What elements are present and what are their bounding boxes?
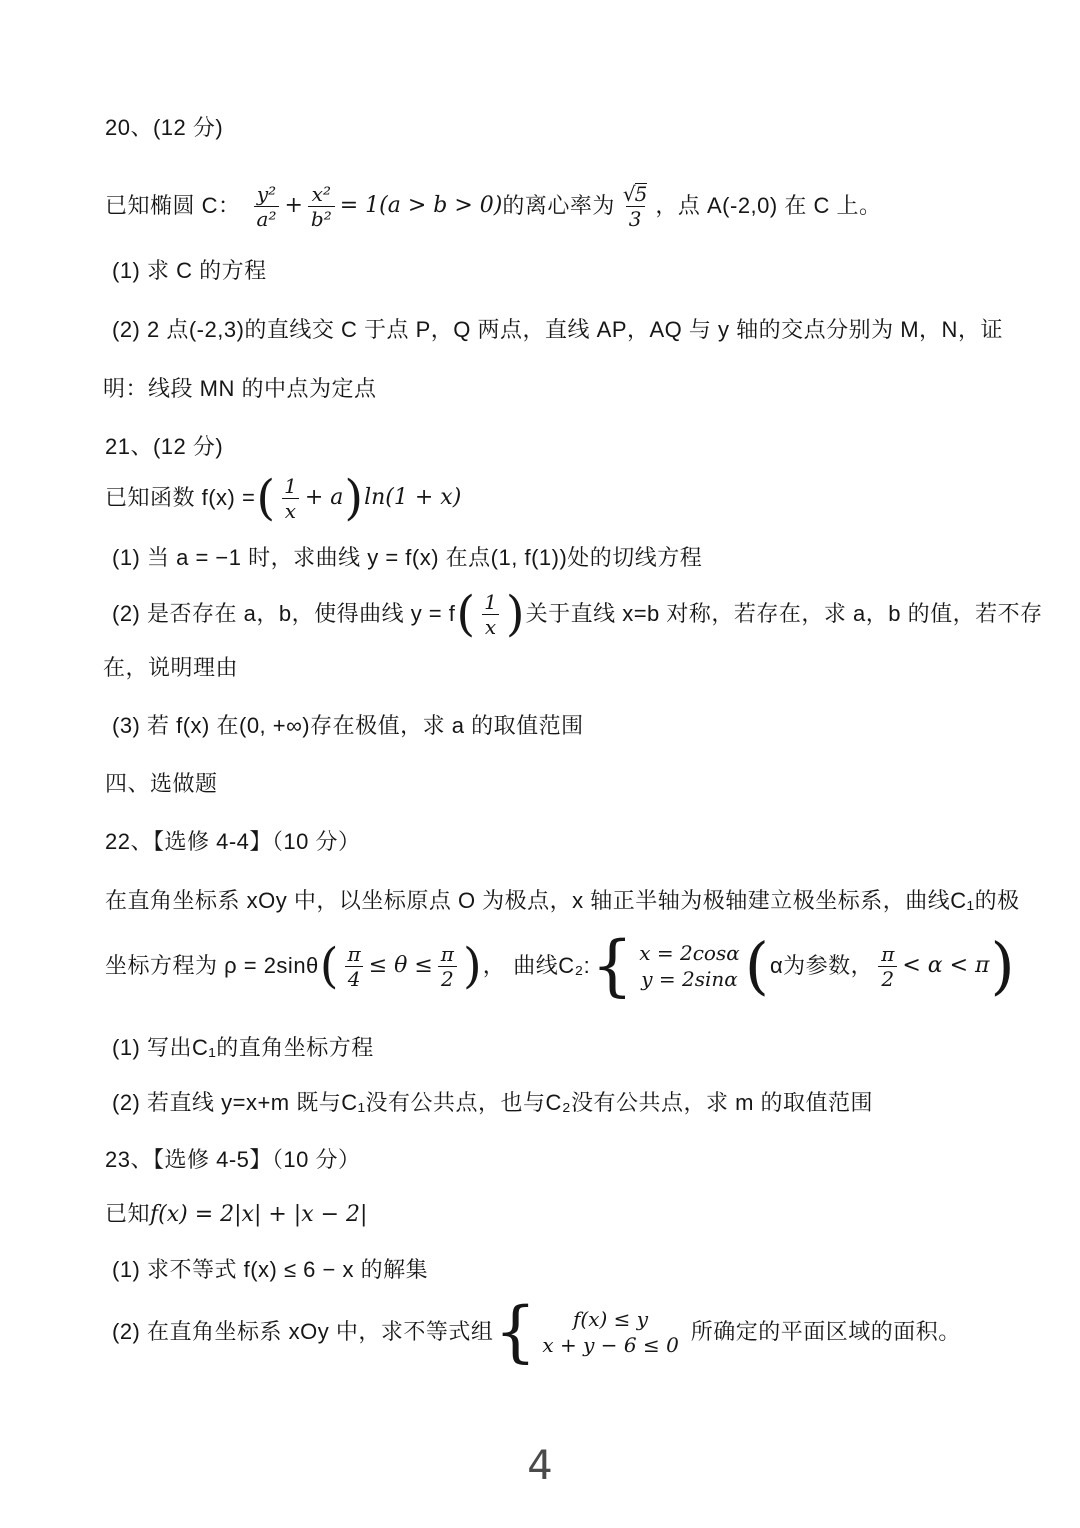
section4-title: 四、选做题 xyxy=(105,771,218,796)
alpha-parameter-note: α为参数， xyxy=(769,953,874,978)
frac-denominator: x xyxy=(482,614,499,639)
frac-denominator: 2 xyxy=(438,966,457,991)
q21-ln-term: ln(1 + x) xyxy=(364,485,462,510)
q22-part2: (2) 若直线 y=x+m 既与C₁没有公共点，也与C₂没有公共点，求 m 的取值范围 xyxy=(112,1090,874,1115)
frac-denominator: 3 xyxy=(626,206,645,231)
left-paren: ( xyxy=(319,937,339,994)
q21-header: 21、(12 分) xyxy=(105,434,224,459)
radical-sign: √ xyxy=(622,181,636,206)
fraction-1-x xyxy=(481,590,500,639)
case-x: x = 2cosα xyxy=(639,940,740,965)
q20-intro-post: ，点 A(-2,0) 在 C 上。 xyxy=(655,193,882,218)
frac-numerator: π xyxy=(440,941,454,966)
frac-numerator xyxy=(620,182,650,206)
q21-intro-pre: 已知函数 f(x) = xyxy=(105,485,256,510)
frac-denominator: 2 xyxy=(878,966,897,991)
q20-part1: (1) 求 C 的方程 xyxy=(112,258,267,283)
frac-numerator: 1 xyxy=(484,589,497,614)
page-number: 4 xyxy=(527,1443,553,1489)
frac-denominator: a² xyxy=(254,206,280,231)
q20-intro-formula xyxy=(105,160,881,252)
q22-curve2-label: 曲线C₂: xyxy=(513,953,591,978)
fraction-1-x xyxy=(281,474,300,523)
case-y: y = 2sinα xyxy=(641,966,738,991)
frac-numerator: 1 xyxy=(284,473,297,498)
q21-part3: (3) 若 f(x) 在(0, +∞)存在极值，求 a 的取值范围 xyxy=(112,713,584,738)
q23-part1: (1) 求不等式 f(x) ≤ 6 − x 的解集 xyxy=(112,1257,429,1282)
q20-part2-line2: 明：线段 MN 的中点为定点 xyxy=(103,376,377,401)
left-paren: ( xyxy=(744,928,769,1002)
q22-intro-formula xyxy=(105,922,1016,1010)
q23-part2-post: 所确定的平面区域的面积。 xyxy=(690,1319,961,1344)
left-brace: { xyxy=(591,926,634,1004)
frac-numerator: x² xyxy=(311,181,331,206)
fraction-x2-b2 xyxy=(308,182,335,231)
fraction-pi-2 xyxy=(878,942,897,991)
q22-part1: (1) 写出C₁的直角坐标方程 xyxy=(112,1035,374,1060)
alpha-range: < α < π xyxy=(902,953,990,978)
q21-part2-pre: (2) 是否存在 a，b，使得曲线 y = f xyxy=(112,601,456,626)
frac-denominator: x xyxy=(282,498,299,523)
q23-part2 xyxy=(112,1292,961,1370)
q20-intro-pre: 已知椭圆 C： xyxy=(105,193,241,218)
inequality-system xyxy=(542,1308,678,1357)
frac-numerator: π xyxy=(881,941,895,966)
right-paren: ) xyxy=(462,937,482,994)
q23-intro-pre: 已知 xyxy=(105,1201,151,1226)
plus-a: + a xyxy=(304,485,344,510)
q21-intro-formula xyxy=(105,462,461,534)
q20-part2-line1: (2) 2 点(-2,3)的直线交 C 于点 P，Q 两点，直线 AP，AQ 与 y 轴的交点分别为 M，N，证 xyxy=(112,317,1003,342)
q22-polar-pre: 坐标方程为 ρ = 2sinθ xyxy=(105,953,319,978)
fraction-sqrt5-3 xyxy=(620,182,650,231)
q21-part2-line2: 在，说明理由 xyxy=(103,655,239,680)
fraction-pi-2 xyxy=(438,942,457,991)
q21-part2-line1 xyxy=(112,584,1043,644)
q22-intro-line1: 在直角坐标系 xOy 中，以坐标原点 O 为极点，x 轴正半轴为极轴建立极坐标系，曲线C₁的极 xyxy=(105,888,1020,913)
right-paren: ) xyxy=(990,928,1015,1002)
comma: ， xyxy=(482,953,506,978)
left-brace: { xyxy=(494,1292,537,1370)
q23-function-def: f(x) = 2|x| + |x − 2| xyxy=(150,1202,368,1227)
q22-header: 22、【选修 4-4】（10 分） xyxy=(105,829,361,854)
q23-part2-pre: (2) 在直角坐标系 xOy 中，求不等式组 xyxy=(112,1319,494,1344)
parametric-equations xyxy=(639,942,740,991)
plus-sign: + xyxy=(284,193,303,218)
q20-ellipse-condition: = 1(a > b > 0) xyxy=(339,193,503,218)
frac-denominator: 4 xyxy=(345,966,364,991)
fraction-y2-a2 xyxy=(254,182,280,231)
inequality-2: x + y − 6 ≤ 0 xyxy=(542,1332,679,1357)
q21-part2-post: 关于直线 x=b 对称，若存在，求 a，b 的值，若不存 xyxy=(525,601,1043,626)
frac-numerator: y² xyxy=(256,181,277,206)
q23-intro xyxy=(105,1199,367,1230)
inequality-1: f(x) ≤ y xyxy=(573,1306,649,1331)
left-paren: ( xyxy=(256,469,276,526)
frac-numerator: π xyxy=(347,941,361,966)
frac-denominator: b² xyxy=(308,206,335,231)
radicand: 5 xyxy=(634,181,648,206)
q20-header: 20、(12 分) xyxy=(105,115,224,140)
fraction-pi-4 xyxy=(345,942,364,991)
left-paren: ( xyxy=(456,585,476,642)
q20-intro-mid: 的离心率为 xyxy=(502,193,615,218)
theta-range: ≤ θ ≤ xyxy=(368,953,433,978)
q23-header: 23、【选修 4-5】（10 分） xyxy=(105,1147,361,1172)
right-paren: ) xyxy=(505,585,525,642)
right-paren: ) xyxy=(344,469,364,526)
q21-part1: (1) 当 a = −1 时，求曲线 y = f(x) 在点(1, f(1))处的切线方程 xyxy=(112,545,703,570)
